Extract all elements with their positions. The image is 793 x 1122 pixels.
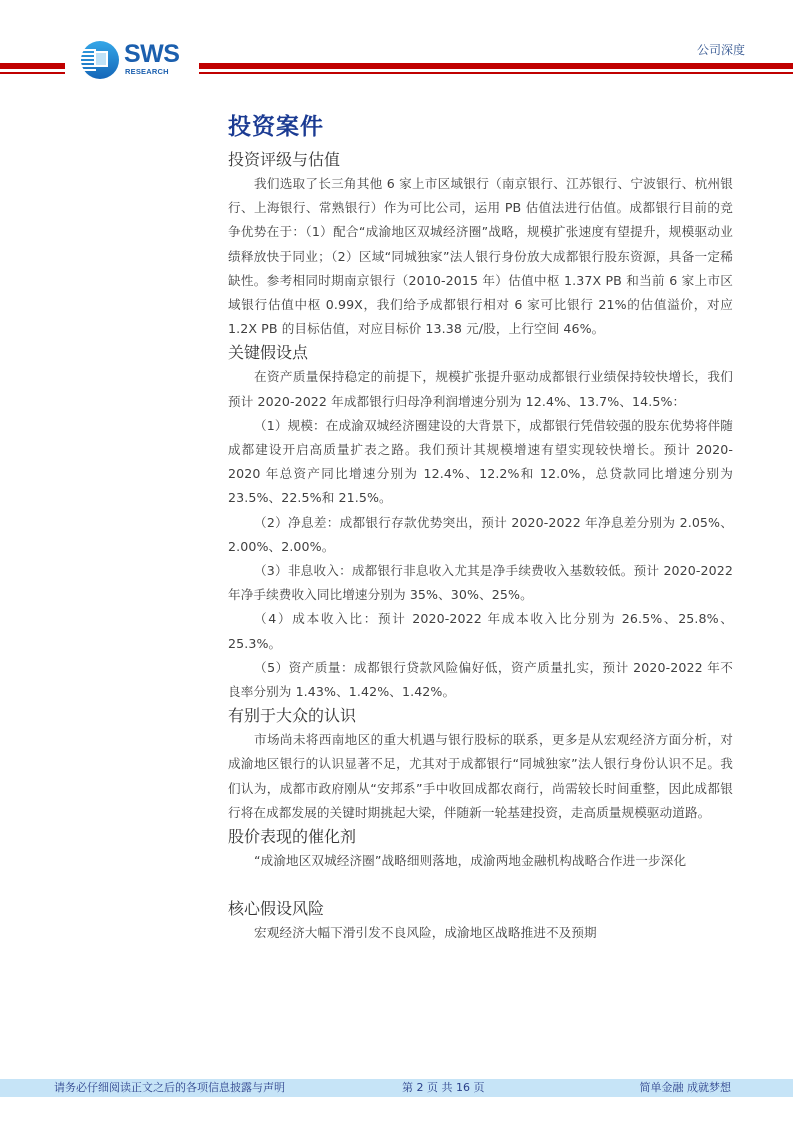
paragraph-assumption-asset-quality: （5）资产质量：成都银行贷款风险偏好低，资产质量扎实，预计 2020-2022 年不良率分别为 1.43%、1.42%、1.42%。 <box>228 659 733 700</box>
logo-wordmark: SWS <box>124 40 180 68</box>
globe-logo-icon <box>80 40 120 80</box>
section-heading-rating: 投资评级与估值 <box>228 150 341 169</box>
paragraph-assumption-cost-income: （4）成本收入比：预计 2020-2022 年成本收入比分别为 26.5%、25.8%、25.3%。 <box>228 611 733 651</box>
paragraph-assumption-noninterest: （3）非息收入：成都银行非息收入尤其是净手续费收入基数较低。预计 2020-2022 年净手续费收入同比增速分别为 35%、30%、25%。 <box>228 563 733 603</box>
logo-subtitle: RESEARCH <box>125 67 169 76</box>
header-rule-left-thick <box>0 63 65 69</box>
section-heading-differentiated-view: 有别于大众的认识 <box>228 706 357 726</box>
section-heading-key-assumptions: 关键假设点 <box>228 343 309 363</box>
spacer <box>228 873 733 897</box>
header-rule-right-thick <box>199 63 793 69</box>
section-heading-catalysts: 股价表现的催化剂 <box>228 827 357 847</box>
header-rule-right-thin <box>199 72 793 74</box>
paragraph-risks: 宏观经济大幅下滑引发不良风险，成渝地区战略推进不及预期 <box>254 925 597 941</box>
paragraph-rating: 我们选取了长三角其他 6 家上市区域银行（南京银行、江苏银行、宁波银行、杭州银行、上海银行、常熟银行）作为可比公司，运用 PB 估值法进行估值。成都银行目前的竞争优势在于：（1）配合“成渝地区双城经济圈”战略，规模扩张速度有望提升，规模驱动业绩释放快于同业；（2）区域“同城独家”法人银行身份放大成都银行股东资源，具备一定稀缺性。参考相同时期南京银行（2010-2015 年）估值中枢 1.37X PB 和当前 6 家上市区域银行估值中枢 0.99X，我们给予成都银行相对 6 家可比银行 21%的估值溢价，对应 1.2X PB 的目标估值，对应目标价 13.38 元/股，上行空间 46%。 <box>228 176 733 337</box>
header-rule-left-thin <box>0 72 65 74</box>
paragraph-catalysts: “成渝地区双城经济圈”战略细则落地，成渝两地金融机构战略合作进一步深化 <box>254 853 687 869</box>
page-title: 投资案件 <box>228 114 324 140</box>
footer-page-info: 第 2 页 共 16 页 <box>402 1081 485 1094</box>
footer-slogan: 简单金融 成就梦想 <box>639 1081 731 1094</box>
paragraph-assumption-nim: （2）净息差：成都银行存款优势突出，预计 2020-2022 年净息差分别为 2.05%、2.00%、2.00%。 <box>228 514 733 554</box>
section-heading-risks: 核心假设风险 <box>228 899 325 919</box>
sws-logo <box>80 40 186 80</box>
footer-band <box>0 1079 793 1097</box>
report-type-label: 公司深度 <box>696 43 745 57</box>
footer-disclaimer: 请务必仔细阅读正文之后的各项信息披露与声明 <box>54 1081 285 1094</box>
paragraph-differentiated-view: 市场尚未将西南地区的重大机遇与银行股标的联系，更多是从宏观经济方面分析，对成渝地区银行的认识显著不足，尤其对于成都银行“同城独家”法人银行身份认识不足。我们认为，成都市政府刚从“安邦系”手中收回成都农商行，尚需较长时间重整，因此成都银行将在成都发展的关键时期挑起大梁，伴随新一轮基建投资，走高质量规模驱动道路。 <box>228 732 733 820</box>
paragraph-assumptions-intro: 在资产质量保持稳定的前提下，规模扩张提升驱动成都银行业绩保持较快增长，我们预计 2020-2022 年成都银行归母净利润增速分别为 12.4%、13.7%、14.5%： <box>228 369 733 409</box>
paragraph-assumption-scale: （1）规模：在成渝双城经济圈建设的大背景下，成都银行凭借较强的股东优势将伴随成都建设开启高质量扩表之路。我们预计其规模增速有望实现较快增长。预计 2020-2020 年总资产同比增速分别为 12.4%、12.2%和 12.0%，总贷款同比增速分别为 23.5%、22.5%和 21.5%。 <box>228 417 733 506</box>
main-content <box>228 110 733 945</box>
